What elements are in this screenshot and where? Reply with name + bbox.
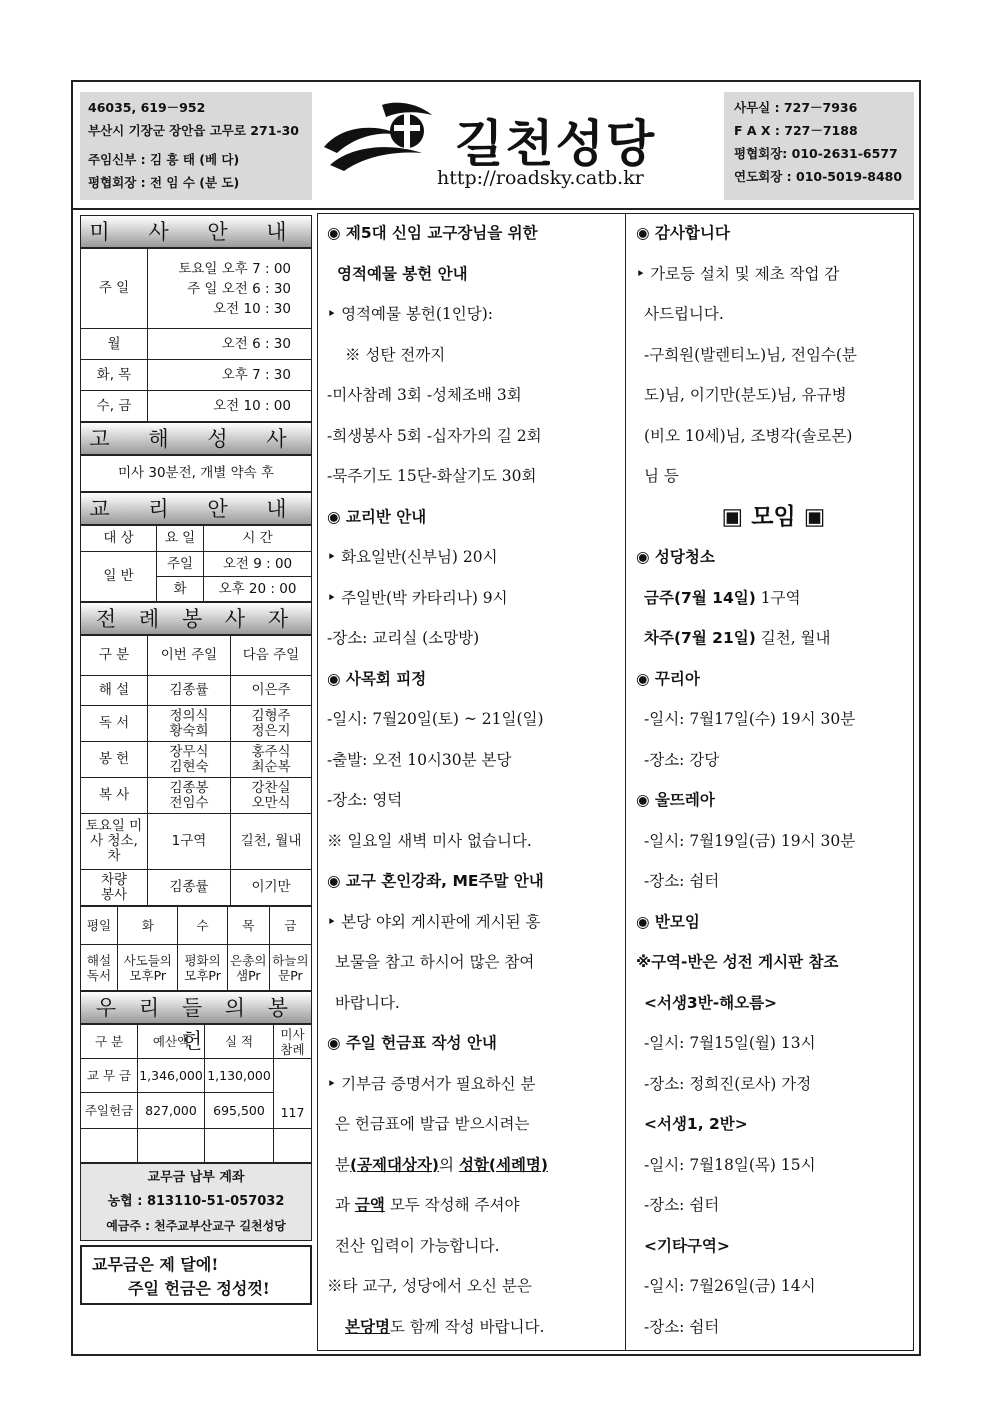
mass-time: 오전 10 : 30 xyxy=(213,300,291,317)
gatherings-heading: ▣ 모임 ▣ xyxy=(721,503,826,530)
section-title: ◉ 교리반 안내 xyxy=(327,507,427,526)
offering-budget: 827,000 xyxy=(138,1093,205,1129)
sunday-label: 주 일 xyxy=(81,249,148,329)
offering-actual: 695,500 xyxy=(205,1093,274,1129)
section-title: ◉ 성당청소 xyxy=(636,548,715,566)
weekday-value: 은총의샘Pr xyxy=(227,945,269,991)
offering-item: 주일헌금 xyxy=(81,1093,138,1129)
text-line: -일시: 7월18일(목) 15시 xyxy=(644,1155,816,1174)
website-url[interactable]: http://roadsky.catb.kr xyxy=(437,167,644,189)
text-line: ※타 교구, 성당에서 오신 분은 xyxy=(327,1277,532,1295)
offering-title: 우 리 들 의 봉 헌 xyxy=(80,991,312,1024)
emphasis: 성함(세례명) xyxy=(458,1155,548,1174)
weekday-table xyxy=(80,906,312,991)
catechism-day: 주일 xyxy=(157,552,204,577)
weekday-header: 평일 xyxy=(81,907,118,945)
text-line: -장소: 강당 xyxy=(644,750,720,769)
col-header: 실 적 xyxy=(205,1025,274,1059)
text-line: ※구역-반은 성전 게시판 참조 xyxy=(636,953,839,971)
catechism-time: 오후 20 : 00 xyxy=(204,577,312,602)
church-logo-icon xyxy=(322,95,440,175)
text-line: ※ 성탄 전까지 xyxy=(345,345,446,364)
motto-box xyxy=(80,1245,312,1305)
emphasis: 금액 xyxy=(354,1196,385,1214)
col-header: 구 분 xyxy=(81,636,148,676)
section-title: 영적예물 봉헌 안내 xyxy=(337,264,468,283)
text-line: ‣ 본당 야외 게시판에 게시된 홍 xyxy=(327,912,541,931)
column-divider xyxy=(625,213,626,1351)
weekday-label: 해설 독서 xyxy=(81,945,118,991)
mass-time: 오전 10 : 00 xyxy=(148,391,312,422)
account-number: 농협 : 813110-51-057032 xyxy=(107,1194,285,1209)
text-line: 님 등 xyxy=(644,467,679,485)
text-line: 바랍니다. xyxy=(335,993,400,1012)
text-line: ※ 일요일 새벽 미사 없습니다. xyxy=(327,831,532,850)
mass-day: 월 xyxy=(81,329,148,360)
group-heading: <서생3반-해오름> xyxy=(644,993,778,1012)
attendance: 117 xyxy=(274,1059,312,1129)
text-line: -장소: 정희진(로사) 가정 xyxy=(644,1074,812,1093)
text-line: -구희원(발렌티노)님, 전임수(분 xyxy=(644,345,857,364)
postal-code: 46035, 619－952 xyxy=(88,100,206,115)
server-next: 강찬실 오만식 xyxy=(231,778,312,814)
offering-actual: 1,130,000 xyxy=(205,1059,274,1093)
weekday-value: 하늘의문Pr xyxy=(269,945,311,991)
server-next: 길천, 월내 xyxy=(231,814,312,870)
header-divider xyxy=(71,208,921,210)
server-next: 이기만 xyxy=(231,870,312,906)
section-title: ◉ 주일 헌금표 작성 안내 xyxy=(327,1034,497,1052)
server-role: 복 사 xyxy=(81,778,148,814)
mass-day: 수, 금 xyxy=(81,391,148,422)
server-next: 홍주식 최순복 xyxy=(231,742,312,778)
server-role: 봉 헌 xyxy=(81,742,148,778)
mass-time: 오후 7 : 30 xyxy=(148,360,312,391)
text-line: 보물을 참고 하시어 많은 참여 xyxy=(335,953,535,971)
col-header: 시 간 xyxy=(204,526,312,552)
text-line: -장소: 교리실 (소망방) xyxy=(327,629,480,647)
motto-line: 교무금은 제 달에! xyxy=(92,1255,219,1274)
text-line: -일시: 7월19일(금) 19시 30분 xyxy=(644,831,856,850)
text-line: -미사참례 3회 -성체조배 3회 xyxy=(327,386,522,404)
emphasis: 본당명 xyxy=(345,1317,390,1336)
catechism-title: 교 리 안 내 xyxy=(80,492,312,525)
text-line: -희생봉사 5회 -십자가의 길 2회 xyxy=(327,426,542,445)
text-line: ‣ 영적예물 봉헌(1인당): xyxy=(327,305,493,323)
text-line: 차주(7월 21일) 길천, 월내 xyxy=(644,629,831,647)
account-box xyxy=(80,1163,312,1241)
pastor: 주임신부 : 김 흥 태 (베 다) xyxy=(88,152,240,167)
col-header: 미사참례 xyxy=(274,1025,312,1059)
catechism-time: 오전 9 : 00 xyxy=(204,552,312,577)
col-header: 예산액 xyxy=(138,1025,205,1059)
left-column xyxy=(80,215,312,1305)
text-line: -장소: 쉼터 xyxy=(644,1317,720,1336)
server-this: 1구역 xyxy=(148,814,231,870)
weekday-header: 목 xyxy=(227,907,269,945)
server-next: 김형주 정은지 xyxy=(231,706,312,742)
text-line: -일시: 7월17일(수) 19시 30분 xyxy=(644,710,856,728)
mass-time: 토요일 오후 7 : 00 xyxy=(178,260,291,277)
section-title: ◉ 사목회 피정 xyxy=(327,669,427,688)
mass-table xyxy=(80,248,312,422)
office-phone: 사무실 : 727－7936 xyxy=(734,100,858,115)
mass-day: 화, 목 xyxy=(81,360,148,391)
motto-line: 주일 헌금은 정성껏! xyxy=(128,1279,270,1298)
server-role: 차량 봉사 xyxy=(81,870,148,906)
church-name: 길천성당 xyxy=(455,115,657,173)
account-holder: 예금주 : 천주교부산교구 길천성당 xyxy=(106,1219,286,1233)
col-header: 이번 주일 xyxy=(148,636,231,676)
text-line: -일시: 7월20일(토) ~ 21일(일) xyxy=(327,710,544,728)
text-line: 사드립니다. xyxy=(644,305,724,323)
middle-column xyxy=(327,213,617,1347)
weekday-value: 사도들의모후Pr xyxy=(118,945,178,991)
group-heading: <서생1, 2반> xyxy=(644,1115,748,1133)
text-line: 분(공제대상자)의 성함(세례명) xyxy=(335,1155,548,1174)
col-header: 구 분 xyxy=(81,1025,138,1059)
group-heading: <기타구역> xyxy=(644,1236,730,1255)
text-line: -장소: 쉼터 xyxy=(644,872,720,890)
confession-title: 고 해 성 사 xyxy=(80,422,312,455)
text-line: -일시: 7월26일(금) 14시 xyxy=(644,1277,816,1295)
offering-item: 교 무 금 xyxy=(81,1059,138,1093)
text-line: 도)님, 이기만(분도)님, 유규병 xyxy=(644,386,847,404)
col-header: 요 일 xyxy=(157,526,204,552)
section-title: ◉ 반모임 xyxy=(636,912,700,931)
council-phone: 평협회장: 010-2631-6577 xyxy=(734,146,898,161)
offering-budget: 1,346,000 xyxy=(138,1059,205,1093)
weekday-header: 수 xyxy=(178,907,227,945)
weekday-value: 평화의모후Pr xyxy=(178,945,227,991)
section-title: ◉ 제5대 신임 교구장님을 위한 xyxy=(327,224,538,242)
confession-table xyxy=(80,455,312,492)
address: 부산시 기장군 장안읍 고무로 271-30 xyxy=(88,123,299,138)
account-title: 교무금 납부 계좌 xyxy=(147,1170,245,1185)
text-line: -장소: 쉼터 xyxy=(644,1196,720,1214)
weekday-header: 화 xyxy=(118,907,178,945)
weekday-header: 금 xyxy=(269,907,311,945)
confession-text: 미사 30분전, 개별 약속 후 xyxy=(81,456,312,492)
section-title: ◉ 꾸리아 xyxy=(636,669,700,688)
servers-title: 전 례 봉 사 자 xyxy=(80,602,312,635)
header-contact-box xyxy=(724,92,914,200)
text-line: ‣ 기부금 증명서가 필요하신 분 xyxy=(327,1074,536,1093)
catechism-day: 화 xyxy=(157,577,204,602)
text-line: ‣ 화요일반(신부님) 20시 xyxy=(327,548,498,566)
section-title: ◉ 교구 혼인강좌, ME주말 안내 xyxy=(327,872,544,890)
server-this: 장무식 김현숙 xyxy=(148,742,231,778)
server-this: 김종률 xyxy=(148,870,231,906)
header-address-box xyxy=(80,92,312,200)
catechism-group: 일 반 xyxy=(81,552,157,602)
text-line: -출발: 오전 10시30분 본당 xyxy=(327,750,512,769)
text-line: (비오 10세)님, 조병각(솔로몬) xyxy=(644,426,853,445)
text-line: 은 헌금표에 발급 받으시려는 xyxy=(335,1115,530,1133)
mass-time: 오전 6 : 30 xyxy=(148,329,312,360)
text-line: -일시: 7월15일(월) 13시 xyxy=(644,1034,816,1052)
servers-table xyxy=(80,635,312,906)
text-line: -묵주기도 15단-화살기도 30회 xyxy=(327,467,537,485)
col-header: 다음 주일 xyxy=(231,636,312,676)
catechism-table xyxy=(80,525,312,602)
text-line: ‣ 주일반(박 카타리나) 9시 xyxy=(327,588,508,607)
server-this: 정의식 황숙희 xyxy=(148,706,231,742)
server-role: 토요일 미사 청소, 차 xyxy=(81,814,148,870)
col-header: 대 상 xyxy=(81,526,157,552)
section-title: ◉ 울뜨레아 xyxy=(636,791,715,809)
memorial-phone: 연도회장 : 010-5019-8480 xyxy=(734,169,903,184)
server-this: 김종률 xyxy=(148,676,231,706)
server-role: 독 서 xyxy=(81,706,148,742)
fax-number: F A X : 727－7188 xyxy=(734,123,858,138)
text-line: 전산 입력이 가능합니다. xyxy=(335,1236,500,1255)
text-line: 본당명도 함께 작성 바랍니다. xyxy=(345,1317,545,1336)
mass-time: 주 일 오전 6 : 30 xyxy=(187,280,291,297)
text-line: -장소: 영덕 xyxy=(327,791,403,809)
server-this: 김종봉 전임수 xyxy=(148,778,231,814)
server-next: 이은주 xyxy=(231,676,312,706)
text-line: ‣ 가로등 설치 및 제초 작업 감 xyxy=(636,264,840,283)
council-president: 평협회장 : 전 임 수 (분 도) xyxy=(88,175,240,190)
mass-title: 미 사 안 내 xyxy=(80,215,312,248)
section-title: ◉ 감사합니다 xyxy=(636,224,730,242)
emphasis: (공제대상자) xyxy=(349,1155,440,1174)
text-line: 금주(7월 14일) 1구역 xyxy=(644,588,801,607)
right-column xyxy=(636,213,911,1347)
text-line: 과 금액 모두 작성해 주셔야 xyxy=(335,1196,520,1214)
server-role: 해 설 xyxy=(81,676,148,706)
